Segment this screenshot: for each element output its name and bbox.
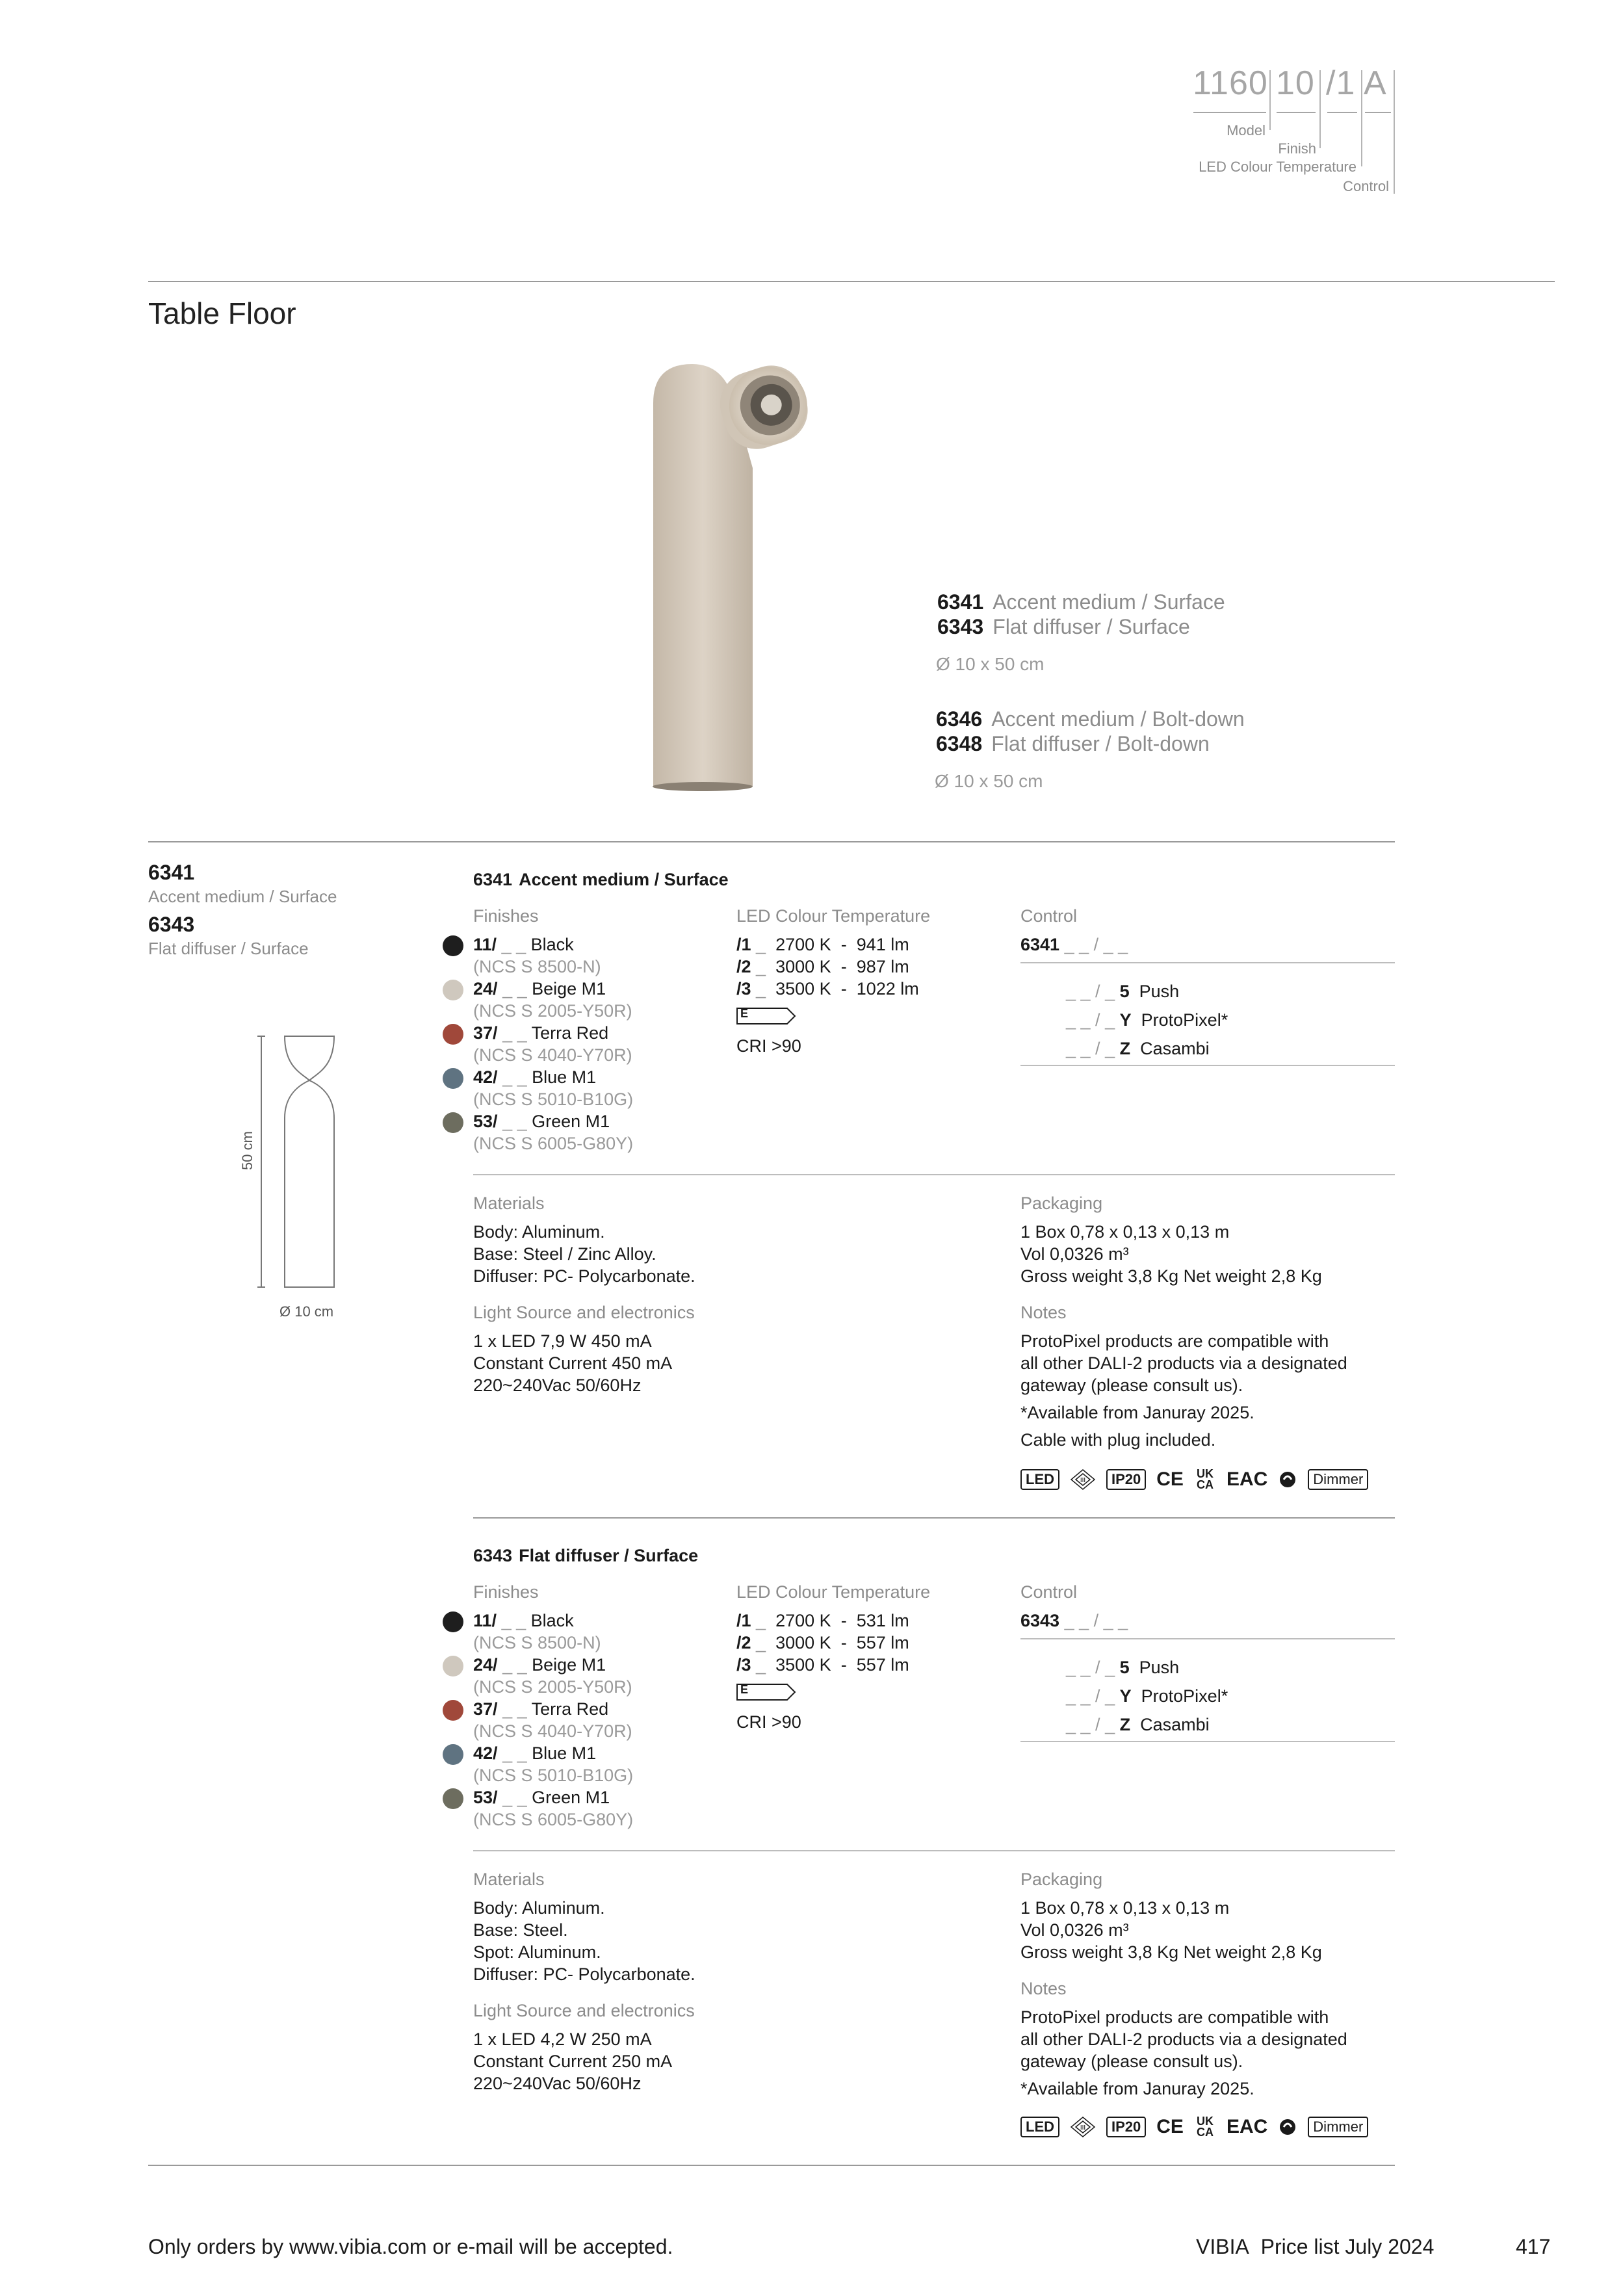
finish-blue: 42/ _ _ Blue M1 [473, 1067, 597, 1087]
finish-beige: 24/ _ _ Beige M1 [473, 979, 606, 998]
led-option: /1 _ 2700 K - 941 lm [736, 935, 909, 954]
control-option-casambi[interactable]: _ _ / _ Z Casambi [1066, 1039, 1210, 1058]
notes-line: ProtoPixel products are compatible with [1020, 1331, 1329, 1351]
packaging-line: Vol 0,0326 m³ [1020, 1920, 1129, 1940]
swatch-green[interactable] [443, 1112, 463, 1133]
finish-ncs: (NCS S 8500-N) [473, 957, 601, 976]
diameter-label: Ø 10 cm [279, 1303, 334, 1320]
code-rule [1327, 112, 1357, 113]
code-label-led: LED Colour Temperature [1199, 159, 1357, 175]
hero-desc: Accent medium / Surface [993, 590, 1225, 614]
finish-black: 11/ _ _ Black [473, 1611, 574, 1630]
title-rule [148, 281, 1555, 282]
swatch-beige[interactable] [443, 980, 463, 1000]
light-line: 220~240Vac 50/60Hz [473, 1376, 642, 1395]
hero-code: 6346 [936, 707, 983, 731]
hero-code: 6348 [936, 732, 983, 755]
cri-value: CRI >90 [736, 1036, 801, 1056]
class-iii-icon [1070, 1468, 1096, 1491]
code-rule [1365, 112, 1391, 113]
ip-badge: IP20 [1106, 2117, 1146, 2137]
ip-badge: IP20 [1106, 1469, 1146, 1490]
notes-line: ProtoPixel products are compatible with [1020, 2007, 1329, 2027]
hero-desc: Flat diffuser / Surface [993, 615, 1190, 638]
code-part-led: /1 [1326, 64, 1356, 102]
notes-line: *Available from Januray 2025. [1020, 1403, 1254, 1422]
sidebar-code: 6343 [148, 913, 195, 936]
section-divider [473, 1850, 1395, 1851]
hero-dimension: Ø 10 x 50 cm [936, 654, 1045, 674]
control-code: 6341 _ _ / _ _ [1020, 935, 1128, 954]
control-rule [1020, 1065, 1395, 1066]
finish-terra-red: 37/ _ _ Terra Red [473, 1699, 609, 1719]
eac-mark-icon: EAC [1226, 2116, 1268, 2137]
code-part-finish: 10 [1276, 64, 1315, 102]
notes-line: *Available from Januray 2025. [1020, 2079, 1254, 2098]
swatch-green[interactable] [443, 1788, 463, 1809]
notes-line: gateway (please consult us). [1020, 2052, 1243, 2071]
light-line: 1 x LED 4,2 W 250 mA [473, 2029, 652, 2049]
swatch-black[interactable] [443, 1611, 463, 1632]
finish-beige: 24/ _ _ Beige M1 [473, 1655, 606, 1675]
section-title: 6343 Flat diffuser / Surface [473, 1546, 699, 1565]
finish-ncs: (NCS S 5010-B10G) [473, 1766, 634, 1785]
packaging-line: 1 Box 0,78 x 0,13 x 0,13 m [1020, 1222, 1230, 1242]
finish-terra-red: 37/ _ _ Terra Red [473, 1023, 609, 1043]
swatch-black[interactable] [443, 935, 463, 956]
certification-icons [1020, 2115, 1368, 2139]
swatch-blue[interactable] [443, 1744, 463, 1765]
code-label-control: Control [1343, 178, 1389, 194]
section-title: 6341 Accent medium / Surface [473, 870, 729, 889]
finish-blue: 42/ _ _ Blue M1 [473, 1743, 597, 1763]
materials-heading: Materials [473, 1194, 545, 1213]
section-divider [473, 1174, 1395, 1175]
section-rule [148, 2165, 1395, 2166]
led-heading: LED Colour Temperature [736, 1582, 931, 1602]
energy-label-icon: E [736, 1684, 795, 1699]
sidebar-desc: Accent medium / Surface [148, 887, 337, 906]
notes-line: all other DALI-2 products via a designated [1020, 2029, 1347, 2049]
class-iii-icon [1070, 2116, 1096, 2138]
materials-line: Spot: Aluminum. [473, 1942, 601, 1962]
cri-value: CRI >90 [736, 1712, 801, 1732]
materials-line: Diffuser: PC- Polycarbonate. [473, 1266, 695, 1286]
ce-mark-icon: CE [1156, 1468, 1184, 1490]
code-part-model: 1160 [1193, 64, 1268, 102]
code-rule [1277, 112, 1316, 113]
control-rule [1020, 962, 1395, 963]
control-heading: Control [1020, 1582, 1078, 1602]
svg-text:III: III [1080, 2124, 1086, 2132]
code-part-control: A [1364, 64, 1387, 102]
packaging-line: Vol 0,0326 m³ [1020, 1244, 1129, 1264]
control-option-casambi[interactable]: _ _ / _ Z Casambi [1066, 1715, 1210, 1734]
ce-mark-icon: CE [1156, 2116, 1184, 2137]
control-option-push[interactable]: _ _ / _ 5 Push [1066, 982, 1180, 1001]
materials-line: Base: Steel / Zinc Alloy. [473, 1244, 656, 1264]
notes-line: Cable with plug included. [1020, 1430, 1216, 1450]
hero-desc: Flat diffuser / Bolt-down [991, 732, 1210, 755]
materials-line: Diffuser: PC- Polycarbonate. [473, 1964, 695, 1984]
hero-dimension: Ø 10 x 50 cm [935, 771, 1043, 791]
materials-line: Body: Aluminum. [473, 1898, 605, 1918]
code-label-model: Model [1227, 122, 1266, 138]
finish-black: 11/ _ _ Black [473, 935, 574, 954]
materials-heading: Materials [473, 1870, 545, 1889]
hero-desc: Accent medium / Bolt-down [991, 707, 1245, 731]
code-label-finish: Finish [1278, 140, 1316, 157]
finish-ncs: (NCS S 2005-Y50R) [473, 1001, 632, 1021]
hero-product-6348 [936, 732, 1210, 756]
control-heading: Control [1020, 906, 1078, 926]
light-line: Constant Current 450 mA [473, 1353, 673, 1373]
packaging-line: 1 Box 0,78 x 0,13 x 0,13 m [1020, 1898, 1230, 1918]
notes-heading: Notes [1020, 1303, 1067, 1322]
code-divider [1269, 70, 1271, 130]
finish-ncs: (NCS S 8500-N) [473, 1633, 601, 1652]
control-option-push[interactable]: _ _ / _ 5 Push [1066, 1658, 1180, 1677]
led-option: /2 _ 3000 K - 557 lm [736, 1633, 909, 1652]
led-badge: LED [1020, 1469, 1059, 1490]
finish-green: 53/ _ _ Green M1 [473, 1112, 610, 1131]
light-source-heading: Light Source and electronics [473, 1303, 695, 1322]
dimmer-badge: Dimmer [1308, 2117, 1368, 2137]
energy-label-icon: E [736, 1008, 795, 1023]
packaging-heading: Packaging [1020, 1194, 1103, 1213]
control-option-protopixel[interactable]: _ _ / _ Y ProtoPixel* [1066, 1010, 1228, 1030]
led-option: /3 _ 3500 K - 557 lm [736, 1655, 909, 1675]
height-label: 50 cm [239, 1131, 255, 1170]
product-photo [643, 338, 838, 793]
section-rule [473, 1517, 1395, 1519]
dimension-drawing [214, 1027, 357, 1294]
notes-line: all other DALI-2 products via a designated [1020, 1353, 1347, 1373]
ukca-mark-icon: UK CA [1196, 1467, 1214, 1491]
swatch-terra-red[interactable] [443, 1024, 463, 1045]
certification-icons [1020, 1468, 1368, 1491]
recycle-icon [1278, 1469, 1297, 1490]
control-rule [1020, 1741, 1395, 1742]
finish-ncs: (NCS S 6005-G80Y) [473, 1810, 634, 1829]
finish-ncs: (NCS S 5010-B10G) [473, 1089, 634, 1109]
code-rule [1193, 112, 1266, 113]
svg-text:III: III [1080, 1477, 1086, 1484]
code-divider [1361, 70, 1362, 166]
packaging-heading: Packaging [1020, 1870, 1103, 1889]
hero-product-6341 [937, 590, 1225, 614]
hero-product-6346 [936, 707, 1245, 731]
led-option: /1 _ 2700 K - 531 lm [736, 1611, 909, 1630]
eac-mark-icon: EAC [1226, 1468, 1268, 1490]
packaging-line: Gross weight 3,8 Kg Net weight 2,8 Kg [1020, 1942, 1322, 1962]
finish-ncs: (NCS S 6005-G80Y) [473, 1134, 634, 1153]
hero-code: 6343 [937, 615, 984, 638]
materials-line: Body: Aluminum. [473, 1222, 605, 1242]
control-option-protopixel[interactable]: _ _ / _ Y ProtoPixel* [1066, 1686, 1228, 1706]
ukca-mark-icon: UK CA [1196, 2115, 1214, 2139]
code-divider [1319, 70, 1321, 148]
finish-green: 53/ _ _ Green M1 [473, 1788, 610, 1807]
swatch-beige[interactable] [443, 1656, 463, 1676]
recycle-icon [1278, 2117, 1297, 2137]
hero-code: 6341 [937, 590, 984, 614]
finish-ncs: (NCS S 4040-Y70R) [473, 1721, 632, 1741]
light-source-heading: Light Source and electronics [473, 2001, 695, 2020]
notes-heading: Notes [1020, 1979, 1067, 1998]
control-code: 6343 _ _ / _ _ [1020, 1611, 1128, 1630]
notes-line: gateway (please consult us). [1020, 1376, 1243, 1395]
page-title: Table Floor [148, 296, 296, 330]
materials-line: Base: Steel. [473, 1920, 568, 1940]
led-option: /2 _ 3000 K - 987 lm [736, 957, 909, 976]
packaging-line: Gross weight 3,8 Kg Net weight 2,8 Kg [1020, 1266, 1322, 1286]
sidebar-code: 6341 [148, 861, 195, 884]
light-line: Constant Current 250 mA [473, 2052, 673, 2071]
finishes-heading: Finishes [473, 906, 539, 926]
page-number: 417 [1516, 2235, 1551, 2258]
led-badge: LED [1020, 2117, 1059, 2137]
finish-ncs: (NCS S 4040-Y70R) [473, 1045, 632, 1065]
dimmer-badge: Dimmer [1308, 1469, 1368, 1490]
swatch-terra-red[interactable] [443, 1700, 463, 1721]
hero-product-6343 [937, 615, 1190, 639]
light-line: 1 x LED 7,9 W 450 mA [473, 1331, 652, 1351]
code-divider [1394, 70, 1395, 194]
light-line: 220~240Vac 50/60Hz [473, 2074, 642, 2093]
swatch-blue[interactable] [443, 1068, 463, 1089]
control-rule [1020, 1638, 1395, 1639]
sidebar-desc: Flat diffuser / Surface [148, 939, 309, 958]
footer-order-note: Only orders by www.vibia.com or e-mail will be accepted. [148, 2235, 673, 2258]
led-heading: LED Colour Temperature [736, 906, 931, 926]
footer-brand: VIBIA Price list July 2024 [1196, 2235, 1435, 2258]
section-rule [148, 841, 1395, 842]
led-option: /3 _ 3500 K - 1022 lm [736, 979, 919, 998]
finish-ncs: (NCS S 2005-Y50R) [473, 1677, 632, 1697]
finishes-heading: Finishes [473, 1582, 539, 1602]
